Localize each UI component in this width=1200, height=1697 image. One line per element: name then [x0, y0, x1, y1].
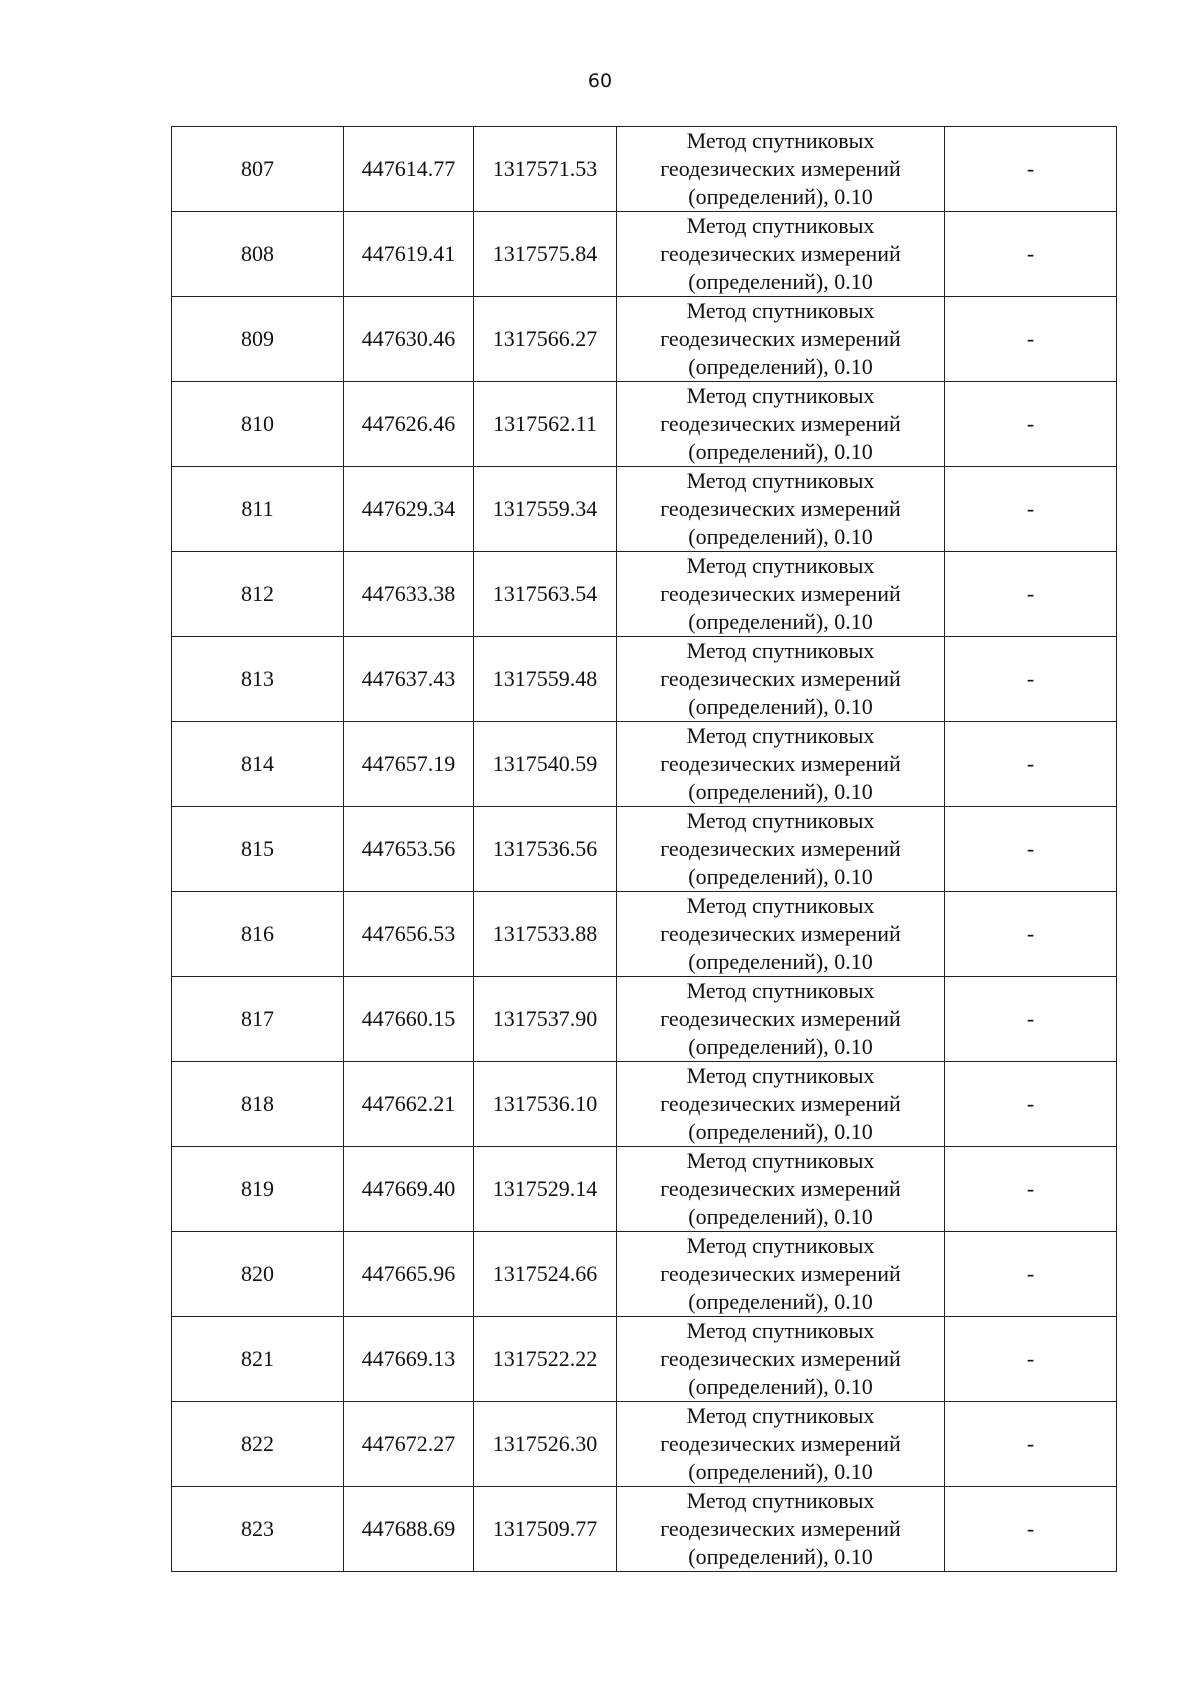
point-number-cell: 820: [172, 1232, 344, 1317]
method-line: геодезических измерений: [660, 1176, 901, 1201]
method-line: геодезических измерений: [660, 836, 901, 861]
note-cell: -: [945, 807, 1117, 892]
method-cell: [617, 637, 945, 722]
method-cell: [617, 1317, 945, 1402]
x-coordinate-cell: 447653.56: [344, 807, 474, 892]
point-number-cell: 810: [172, 382, 344, 467]
method-line: Метод спутниковых: [686, 383, 875, 408]
method-line: (определений), 0.10: [688, 864, 873, 889]
y-coordinate-cell: 1317537.90: [474, 977, 617, 1062]
x-coordinate-cell: 447660.15: [344, 977, 474, 1062]
x-coordinate-cell: 447672.27: [344, 1402, 474, 1487]
point-number-cell: 808: [172, 212, 344, 297]
method-line: геодезических измерений: [660, 581, 901, 606]
x-coordinate-cell: 447626.46: [344, 382, 474, 467]
y-coordinate-cell: 1317559.48: [474, 637, 617, 722]
coordinates-table: [171, 126, 1117, 1572]
x-coordinate-cell: 447669.40: [344, 1147, 474, 1232]
table-row: [172, 1062, 1117, 1147]
method-cell: [617, 892, 945, 977]
method-line: (определений), 0.10: [688, 949, 873, 974]
table-row: [172, 977, 1117, 1062]
method-line: геодезических измерений: [660, 666, 901, 691]
y-coordinate-cell: 1317575.84: [474, 212, 617, 297]
note-cell: -: [945, 127, 1117, 212]
method-cell: [617, 807, 945, 892]
note-cell: -: [945, 892, 1117, 977]
note-cell: -: [945, 1062, 1117, 1147]
point-number-cell: 817: [172, 977, 344, 1062]
method-line: геодезических измерений: [660, 241, 901, 266]
method-line: геодезических измерений: [660, 326, 901, 351]
y-coordinate-cell: 1317559.34: [474, 467, 617, 552]
x-coordinate-cell: 447665.96: [344, 1232, 474, 1317]
method-line: Метод спутниковых: [686, 213, 875, 238]
method-cell: [617, 127, 945, 212]
method-line: Метод спутниковых: [686, 893, 875, 918]
method-line: Метод спутниковых: [686, 1233, 875, 1258]
table-row: [172, 1147, 1117, 1232]
y-coordinate-cell: 1317536.56: [474, 807, 617, 892]
point-number-cell: 813: [172, 637, 344, 722]
point-number-cell: 823: [172, 1487, 344, 1572]
method-line: (определений), 0.10: [688, 1119, 873, 1144]
method-line: (определений), 0.10: [688, 609, 873, 634]
method-cell: [617, 1402, 945, 1487]
table-row: [172, 1232, 1117, 1317]
note-cell: -: [945, 212, 1117, 297]
y-coordinate-cell: 1317536.10: [474, 1062, 617, 1147]
point-number-cell: 818: [172, 1062, 344, 1147]
method-line: (определений), 0.10: [688, 779, 873, 804]
note-cell: -: [945, 1402, 1117, 1487]
method-cell: [617, 1062, 945, 1147]
method-line: (определений), 0.10: [688, 694, 873, 719]
method-line: геодезических измерений: [660, 1091, 901, 1116]
y-coordinate-cell: 1317563.54: [474, 552, 617, 637]
method-line: (определений), 0.10: [688, 1204, 873, 1229]
y-coordinate-cell: 1317524.66: [474, 1232, 617, 1317]
table-row: [172, 127, 1117, 212]
method-line: Метод спутниковых: [686, 1148, 875, 1173]
point-number-cell: 821: [172, 1317, 344, 1402]
method-line: Метод спутниковых: [686, 298, 875, 323]
note-cell: -: [945, 552, 1117, 637]
table-row: [172, 467, 1117, 552]
table-row: [172, 552, 1117, 637]
table-row: [172, 892, 1117, 977]
table-row: [172, 212, 1117, 297]
y-coordinate-cell: 1317522.22: [474, 1317, 617, 1402]
table-row: [172, 297, 1117, 382]
point-number-cell: 822: [172, 1402, 344, 1487]
page-number: 60: [587, 70, 613, 92]
x-coordinate-cell: 447656.53: [344, 892, 474, 977]
method-line: Метод спутниковых: [686, 1063, 875, 1088]
method-line: (определений), 0.10: [688, 1289, 873, 1314]
method-line: Метод спутниковых: [686, 808, 875, 833]
method-line: Метод спутниковых: [686, 128, 875, 153]
x-coordinate-cell: 447619.41: [344, 212, 474, 297]
method-cell: [617, 722, 945, 807]
table-row: [172, 807, 1117, 892]
y-coordinate-cell: 1317540.59: [474, 722, 617, 807]
method-cell: [617, 467, 945, 552]
table-body: [172, 127, 1117, 1572]
method-line: Метод спутниковых: [686, 553, 875, 578]
point-number-cell: 812: [172, 552, 344, 637]
method-line: (определений), 0.10: [688, 1034, 873, 1059]
x-coordinate-cell: 447657.19: [344, 722, 474, 807]
method-line: Метод спутниковых: [686, 1403, 875, 1428]
x-coordinate-cell: 447614.77: [344, 127, 474, 212]
point-number-cell: 815: [172, 807, 344, 892]
method-line: геодезических измерений: [660, 921, 901, 946]
note-cell: -: [945, 467, 1117, 552]
y-coordinate-cell: 1317509.77: [474, 1487, 617, 1572]
note-cell: -: [945, 977, 1117, 1062]
method-line: геодезических измерений: [660, 1261, 901, 1286]
point-number-cell: 814: [172, 722, 344, 807]
method-line: (определений), 0.10: [688, 524, 873, 549]
table-row: [172, 1402, 1117, 1487]
method-line: Метод спутниковых: [686, 468, 875, 493]
point-number-cell: 809: [172, 297, 344, 382]
x-coordinate-cell: 447688.69: [344, 1487, 474, 1572]
method-cell: [617, 212, 945, 297]
y-coordinate-cell: 1317526.30: [474, 1402, 617, 1487]
method-line: (определений), 0.10: [688, 1459, 873, 1484]
method-line: (определений), 0.10: [688, 1544, 873, 1569]
table-row: [172, 722, 1117, 807]
note-cell: -: [945, 722, 1117, 807]
method-line: Метод спутниковых: [686, 1488, 875, 1513]
x-coordinate-cell: 447662.21: [344, 1062, 474, 1147]
point-number-cell: 816: [172, 892, 344, 977]
table-row: [172, 1317, 1117, 1402]
note-cell: -: [945, 297, 1117, 382]
note-cell: -: [945, 382, 1117, 467]
point-number-cell: 807: [172, 127, 344, 212]
method-cell: [617, 1487, 945, 1572]
note-cell: -: [945, 1232, 1117, 1317]
y-coordinate-cell: 1317571.53: [474, 127, 617, 212]
y-coordinate-cell: 1317566.27: [474, 297, 617, 382]
method-line: геодезических измерений: [660, 411, 901, 436]
point-number-cell: 811: [172, 467, 344, 552]
method-line: Метод спутниковых: [686, 723, 875, 748]
y-coordinate-cell: 1317533.88: [474, 892, 617, 977]
method-line: геодезических измерений: [660, 1006, 901, 1031]
y-coordinate-cell: 1317562.11: [474, 382, 617, 467]
method-line: (определений), 0.10: [688, 184, 873, 209]
table-row: [172, 637, 1117, 722]
method-cell: [617, 552, 945, 637]
table-row: [172, 382, 1117, 467]
method-line: Метод спутниковых: [686, 1318, 875, 1343]
method-line: геодезических измерений: [660, 156, 901, 181]
note-cell: -: [945, 1147, 1117, 1232]
method-line: геодезических измерений: [660, 496, 901, 521]
method-line: (определений), 0.10: [688, 1374, 873, 1399]
x-coordinate-cell: 447669.13: [344, 1317, 474, 1402]
x-coordinate-cell: 447629.34: [344, 467, 474, 552]
method-cell: [617, 297, 945, 382]
note-cell: -: [945, 637, 1117, 722]
note-cell: -: [945, 1487, 1117, 1572]
y-coordinate-cell: 1317529.14: [474, 1147, 617, 1232]
note-cell: -: [945, 1317, 1117, 1402]
method-line: Метод спутниковых: [686, 638, 875, 663]
method-cell: [617, 1232, 945, 1317]
method-line: геодезических измерений: [660, 751, 901, 776]
method-line: геодезических измерений: [660, 1431, 901, 1456]
method-cell: [617, 977, 945, 1062]
method-line: геодезических измерений: [660, 1516, 901, 1541]
method-cell: [617, 382, 945, 467]
x-coordinate-cell: 447633.38: [344, 552, 474, 637]
table-row: [172, 1487, 1117, 1572]
point-number-cell: 819: [172, 1147, 344, 1232]
method-line: (определений), 0.10: [688, 354, 873, 379]
method-line: (определений), 0.10: [688, 439, 873, 464]
method-line: (определений), 0.10: [688, 269, 873, 294]
x-coordinate-cell: 447630.46: [344, 297, 474, 382]
method-line: Метод спутниковых: [686, 978, 875, 1003]
x-coordinate-cell: 447637.43: [344, 637, 474, 722]
method-cell: [617, 1147, 945, 1232]
method-line: геодезических измерений: [660, 1346, 901, 1371]
